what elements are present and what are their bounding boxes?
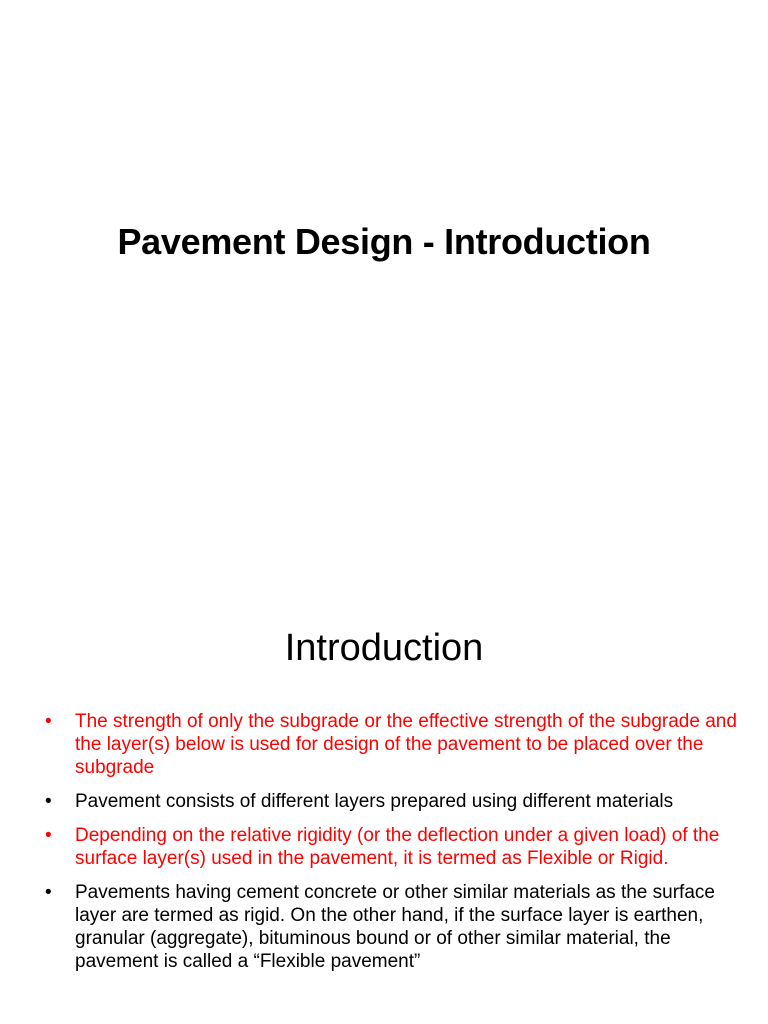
bullet-text: The strength of only the subgrade or the effective strength of the subgrade and the layer(s) below is used for design of the pavement to be placed over the subgrade: [75, 711, 737, 778]
bullet-item: [45, 790, 745, 813]
slide-heading: Introduction: [284, 627, 484, 669]
content-slide: [0, 576, 768, 1024]
bullet-item: [45, 881, 745, 973]
bullet-text: Pavements having cement concrete or other similar materials as the surface layer are termed as rigid. On the other hand, if the surface layer is earthen, granular (aggregate), bituminous bound or of other similar material, the pavement is called a “Flexible pavement”: [75, 882, 715, 972]
bullet-text: Depending on the relative rigidity (or the deflection under a given load) of the surface layer(s) used in the pavement, it is termed as Flexible or Rigid.: [75, 825, 720, 869]
bullet-dot-icon: •: [45, 791, 52, 812]
bullet-text: Pavement consists of different layers prepared using different materials: [75, 791, 674, 812]
bullet-list: [45, 710, 745, 984]
bullet-dot-icon: •: [45, 825, 52, 846]
bullet-item: [45, 824, 745, 870]
bullet-item: [45, 710, 745, 779]
slide-title: Pavement Design - Introduction: [117, 221, 651, 262]
bullet-dot-icon: •: [45, 711, 52, 732]
bullet-dot-icon: •: [45, 882, 52, 903]
